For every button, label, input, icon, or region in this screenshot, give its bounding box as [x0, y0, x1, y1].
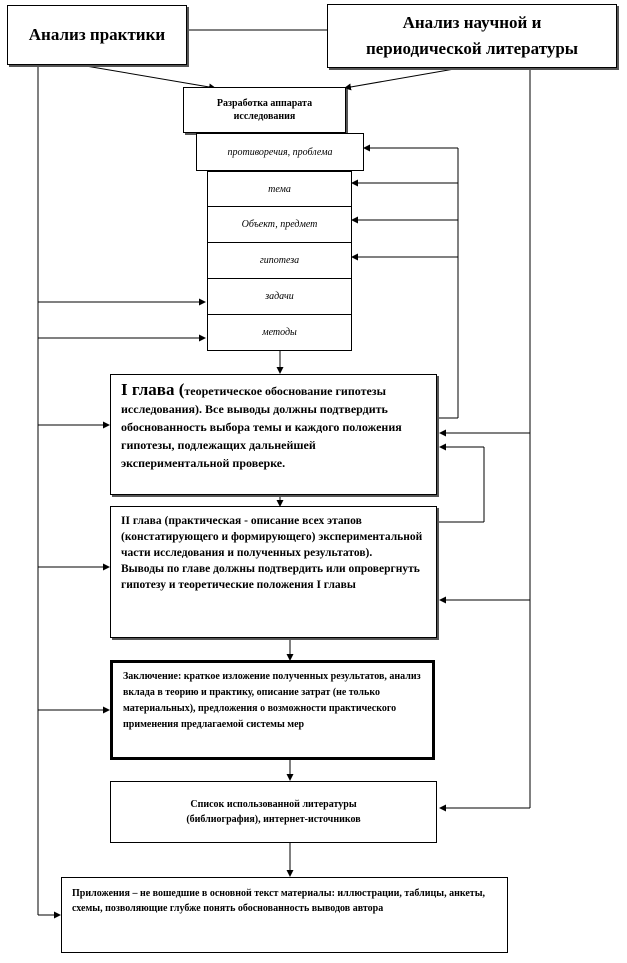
contradiction-box — [196, 133, 364, 171]
bibliography-label: Список использованной литературы (библиография), интернет-источников — [186, 799, 361, 825]
chapter1-description: теоретическое обоснование гипотезы исследования). Все выводы должны подтвердить обоснованность выбора темы и каждого положения гипотезы, подлежащих дальнейшей экспериментальной проверке. — [121, 384, 402, 470]
literature-analysis-label: Анализ научной и периодической литературы — [365, 13, 579, 58]
connector-practice-to-apparatus — [80, 65, 215, 88]
chapter1-title: I глава ( — [121, 380, 185, 399]
bibliography-box — [110, 781, 437, 843]
chapter2-description: II глава (практическая - описание всех этапов (констатирующего и формирующего) экспериментальной части исследования и полученных результатов). — [121, 515, 423, 559]
object-box — [207, 206, 352, 243]
tasks-box — [207, 278, 352, 315]
hypothesis-label: гипотеза — [259, 255, 300, 266]
chapter2-box — [110, 506, 437, 638]
methods-box — [207, 314, 352, 351]
hypothesis-box — [207, 242, 352, 279]
methods-label: методы — [262, 327, 297, 338]
conclusion-label: Заключение: краткое изложение полученных результатов, анализ вклада в теорию и практику, описание затрат (не только материальных), предложения о возможности практического применения предлагаемой системы мер — [123, 671, 421, 730]
literature-analysis-box — [327, 4, 617, 68]
tasks-label: задачи — [265, 291, 294, 302]
appendix-label: Приложения – не вошедшие в основной текст материалы: иллюстрации, таблицы, анкеты, схемы, позволяющие глубже понять обоснованность выводов автора — [72, 888, 486, 914]
research-apparatus-box — [183, 87, 346, 133]
appendix-box — [61, 877, 508, 953]
conclusion-box — [110, 660, 435, 760]
research-apparatus-label: Разработка аппарата исследования — [216, 98, 313, 122]
object-label: Объект, предмет — [241, 219, 318, 230]
contradiction-label: противоречия, проблема — [227, 146, 333, 158]
practice-analysis-box — [7, 5, 187, 65]
chapter1-box — [110, 374, 437, 495]
connector-literature-to-apparatus — [345, 68, 460, 88]
practice-analysis-label: Анализ практики — [28, 25, 166, 44]
chapter2-conclusions: Выводы по главе должны подтвердить или опровергнуть гипотезу и теоретические положения I главы — [121, 563, 420, 591]
topic-label: тема — [268, 183, 291, 195]
topic-box — [207, 171, 352, 207]
